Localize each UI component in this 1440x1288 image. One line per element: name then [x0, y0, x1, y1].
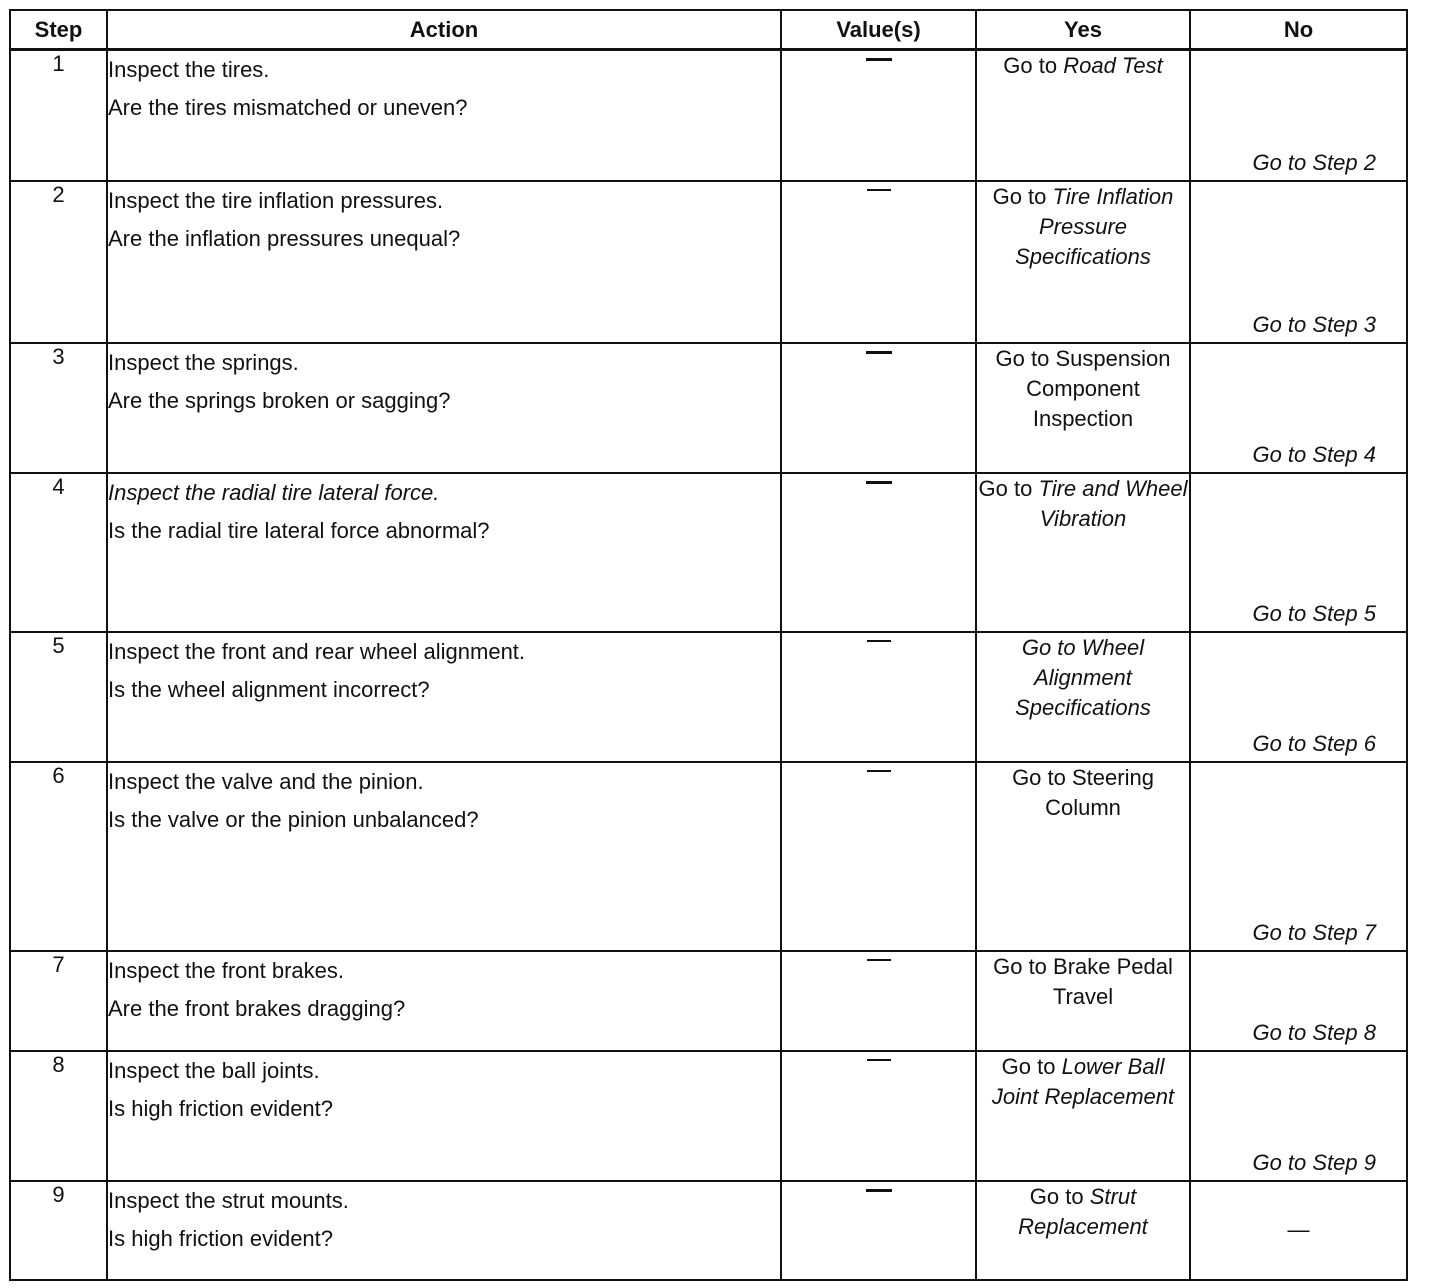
- no-goto-link[interactable]: Go to Step 5: [1252, 600, 1376, 626]
- step-number: 7: [10, 951, 107, 1051]
- value-cell: [781, 762, 976, 951]
- dash-mark: [866, 351, 892, 354]
- action-instruction: Inspect the springs.: [108, 349, 299, 375]
- no-cell: [1190, 762, 1407, 951]
- no-cell: [1190, 1051, 1407, 1181]
- yes-cell: [976, 632, 1190, 762]
- step-number: 2: [10, 181, 107, 343]
- yes-reference-link[interactable]: Road Test: [1063, 53, 1163, 78]
- no-goto-link[interactable]: Go to Step 8: [1252, 1019, 1376, 1045]
- no-cell: —: [1190, 1181, 1407, 1280]
- step-number: 9: [10, 1181, 107, 1280]
- yes-cell: [976, 343, 1190, 473]
- action-cell: [107, 762, 781, 951]
- yes-cell: [976, 762, 1190, 951]
- no-goto-link[interactable]: Go to Step 7: [1252, 919, 1376, 945]
- yes-text: Go to: [978, 475, 1033, 501]
- step-number: 3: [10, 343, 107, 473]
- dash-mark: [867, 959, 891, 961]
- yes-text: Go to: [1029, 1183, 1084, 1209]
- action-question: Are the inflation pressures unequal?: [108, 225, 461, 251]
- value-cell: [781, 951, 976, 1051]
- action-cell: [107, 50, 781, 181]
- action-instruction: Inspect the ball joints.: [108, 1057, 320, 1083]
- yes-reference-link[interactable]: Tire Inflation Pressure Specifications: [1015, 183, 1174, 269]
- table-row: [10, 762, 1407, 951]
- action-instruction: Inspect the front brakes.: [108, 957, 345, 983]
- action-cell: [107, 1181, 781, 1280]
- yes-cell: [976, 1051, 1190, 1181]
- table-row: [10, 632, 1407, 762]
- value-cell: [781, 181, 976, 343]
- value-cell: [781, 632, 976, 762]
- yes-cell: [976, 951, 1190, 1051]
- action-instruction: Inspect the tires.: [108, 57, 270, 82]
- dash-mark: [867, 1059, 891, 1061]
- yes-text: Go to: [1001, 1053, 1056, 1079]
- table-row: [10, 181, 1407, 343]
- yes-text: Go to: [1003, 53, 1058, 78]
- header-yes: Yes: [976, 10, 1190, 50]
- table-row: [10, 50, 1407, 181]
- action-question: Is the wheel alignment incorrect?: [108, 676, 430, 702]
- step-number: 1: [10, 50, 107, 181]
- action-instruction: Inspect the valve and the pinion.: [108, 768, 424, 794]
- table-row: [10, 1181, 1407, 1280]
- header-no: No: [1190, 10, 1407, 50]
- yes-cell: [976, 50, 1190, 181]
- value-cell: [781, 1051, 976, 1181]
- yes-reference-link[interactable]: Tire and Wheel Vibration: [1038, 475, 1188, 531]
- value-cell: [781, 1181, 976, 1280]
- action-instruction: Inspect the radial tire lateral force.: [108, 479, 440, 505]
- yes-cell: [976, 181, 1190, 343]
- no-goto-link[interactable]: Go to Step 3: [1252, 311, 1376, 337]
- dash-mark: [867, 770, 891, 772]
- value-cell: [781, 50, 976, 181]
- no-cell: [1190, 632, 1407, 762]
- yes-reference-link[interactable]: Go to Brake Pedal Travel: [993, 953, 1173, 1009]
- value-cell: [781, 473, 976, 632]
- step-number: 5: [10, 632, 107, 762]
- table-row: [10, 1051, 1407, 1181]
- yes-text: Go to: [1021, 634, 1076, 660]
- table-row: [10, 473, 1407, 632]
- header-values: Value(s): [781, 10, 976, 50]
- action-cell: [107, 343, 781, 473]
- no-goto-link[interactable]: Go to Step 4: [1252, 441, 1376, 467]
- action-cell: [107, 181, 781, 343]
- action-question: Is high friction evident?: [108, 1225, 334, 1251]
- yes-text: Go to: [992, 183, 1047, 209]
- dash-mark: [867, 640, 891, 642]
- action-question: Is high friction evident?: [108, 1095, 334, 1121]
- no-goto-link[interactable]: Go to Step 9: [1252, 1149, 1376, 1175]
- table-row: [10, 343, 1407, 473]
- dash-mark: [866, 1189, 892, 1192]
- diagnostic-table: [9, 9, 1408, 1281]
- no-cell: [1190, 343, 1407, 473]
- yes-reference-link[interactable]: Lower Ball Joint Replacement: [991, 1053, 1175, 1109]
- step-number: 6: [10, 762, 107, 951]
- no-goto-link[interactable]: Go to Step 2: [1252, 149, 1376, 175]
- no-goto-link[interactable]: Go to Step 6: [1252, 730, 1376, 756]
- action-question: Are the tires mismatched or uneven?: [108, 95, 468, 120]
- yes-reference-link[interactable]: Wheel Alignment Specifications: [1015, 634, 1151, 720]
- action-cell: [107, 951, 781, 1051]
- action-instruction: Inspect the front and rear wheel alignment.: [108, 638, 526, 664]
- header-row: [10, 10, 1407, 50]
- step-number: 8: [10, 1051, 107, 1181]
- action-question: Are the springs broken or sagging?: [108, 387, 451, 413]
- no-cell: [1190, 951, 1407, 1051]
- value-cell: [781, 343, 976, 473]
- action-question: Is the radial tire lateral force abnormal?: [108, 517, 490, 543]
- no-cell: [1190, 50, 1407, 181]
- header-action: Action: [107, 10, 781, 50]
- action-instruction: Inspect the tire inflation pressures.: [108, 187, 444, 213]
- action-cell: [107, 473, 781, 632]
- action-question: Are the front brakes dragging?: [108, 995, 406, 1021]
- no-cell: [1190, 181, 1407, 343]
- action-instruction: Inspect the strut mounts.: [108, 1187, 349, 1213]
- no-cell: [1190, 473, 1407, 632]
- yes-reference-link[interactable]: Strut Replacement: [1018, 1183, 1148, 1239]
- header-step: Step: [10, 10, 107, 50]
- action-cell: [107, 1051, 781, 1181]
- yes-reference-link[interactable]: Go to Steering Column: [1012, 764, 1154, 820]
- dash-mark: [867, 189, 891, 191]
- yes-cell: [976, 473, 1190, 632]
- yes-cell: [976, 1181, 1190, 1280]
- yes-reference-link[interactable]: Go to Suspension Component Inspection: [995, 345, 1171, 431]
- action-cell: [107, 632, 781, 762]
- dash-mark: [866, 481, 892, 484]
- step-number: 4: [10, 473, 107, 632]
- dash-mark: [866, 58, 892, 61]
- action-question: Is the valve or the pinion unbalanced?: [108, 806, 479, 832]
- table-row: [10, 951, 1407, 1051]
